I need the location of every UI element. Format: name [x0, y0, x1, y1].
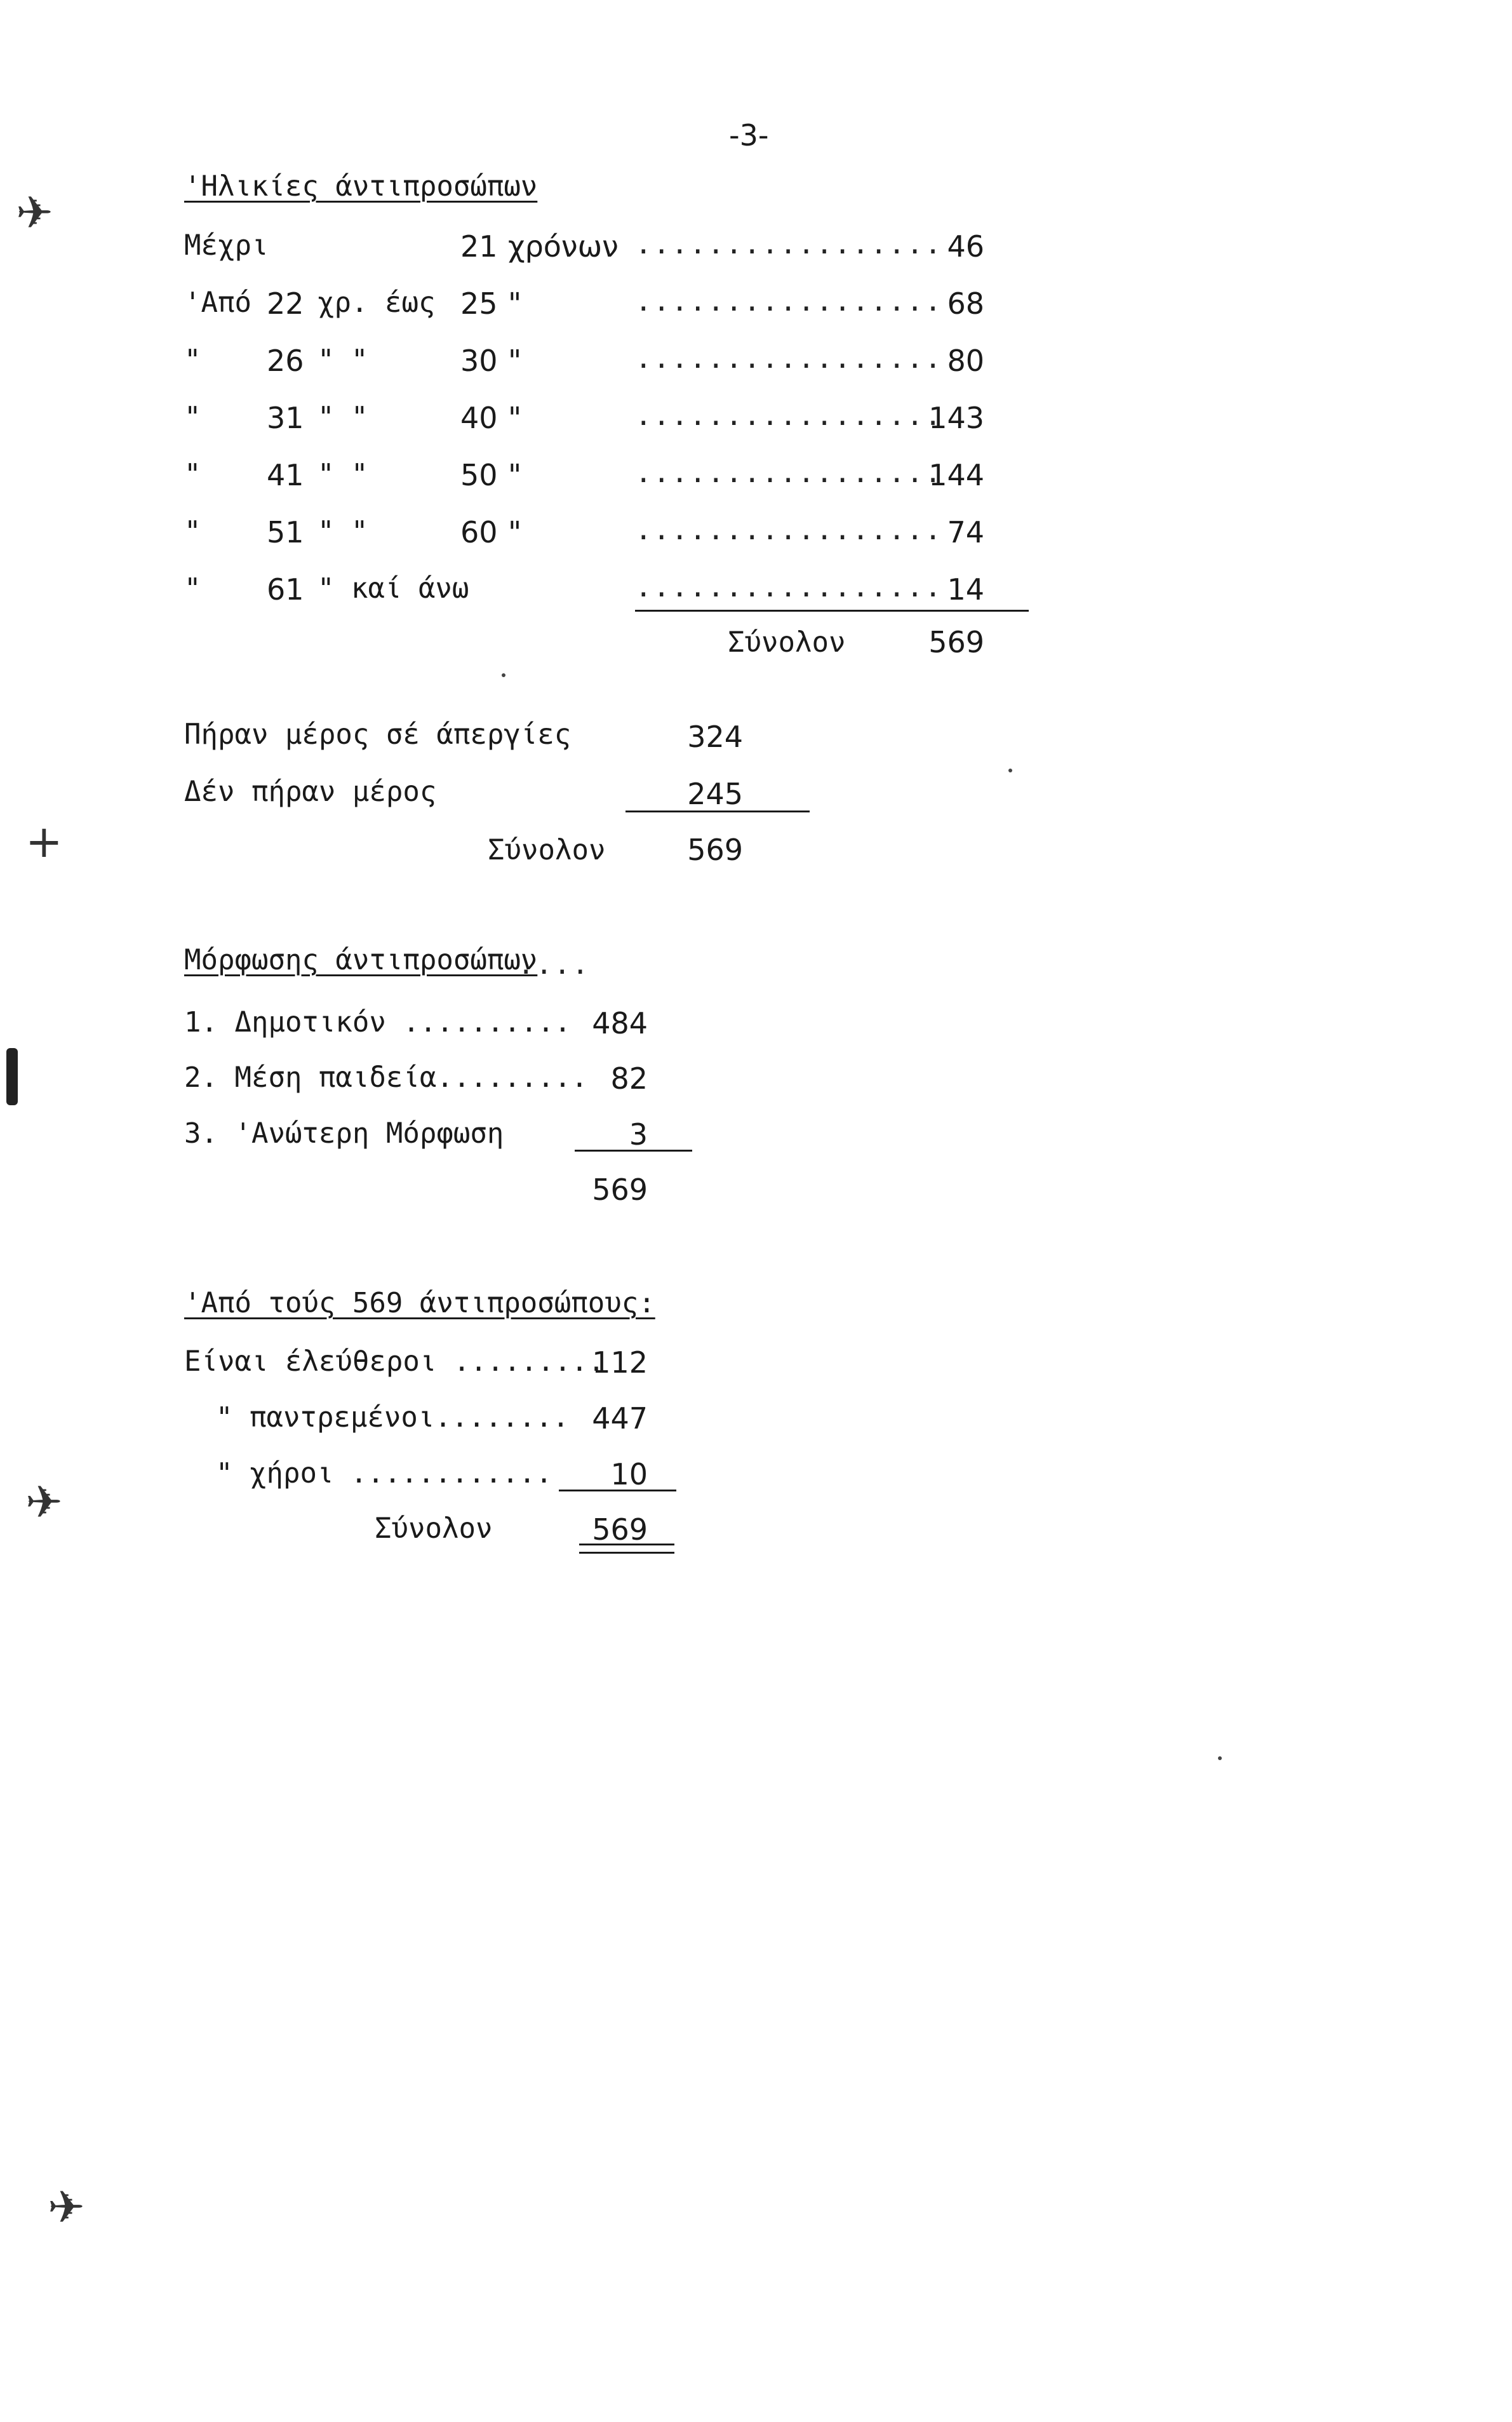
age-row-word: " " [318, 515, 368, 548]
marital-total-rule [559, 1490, 676, 1491]
age-row-from: 51 [267, 515, 304, 549]
marital-row-3-label: " χήροι ............ [216, 1457, 552, 1490]
marital-row-3-value: 10 [610, 1457, 648, 1491]
age-row-unit: " [508, 401, 522, 435]
ages-total-label: Σύνολον [728, 626, 846, 659]
education-heading-dots: .... [518, 948, 590, 981]
punch-mark: ✈ [16, 187, 53, 239]
age-row-word: χρ. έως [318, 286, 436, 319]
age-row-prefix: " [184, 572, 201, 605]
binding-mark [6, 1048, 18, 1105]
education-row-1-value: 484 [592, 1006, 648, 1040]
marital-row-1-label: Είναι έλεύθεροι ......... [184, 1345, 605, 1378]
age-row-prefix: " [184, 401, 201, 433]
education-row-1-label: 1. Δημοτικόν .......... [184, 1006, 572, 1039]
strike-row-2-value: 245 [687, 777, 743, 811]
punch-mark: + [25, 816, 63, 868]
marital-total-value: 569 [592, 1512, 648, 1547]
age-row-value: 46 [947, 229, 984, 264]
age-row-leader-dots: ................. [635, 457, 943, 489]
education-row-3-label: 3. 'Ανώτερη Μόρφωση [184, 1117, 504, 1150]
speck [1218, 1756, 1222, 1760]
age-row-value: 68 [947, 286, 984, 321]
age-row-word: " " [318, 344, 368, 376]
education-total-value: 569 [592, 1173, 648, 1207]
age-row-leader-dots: ................. [635, 285, 943, 318]
strike-total-label: Σύνολον [488, 834, 606, 866]
education-row-3-value: 3 [629, 1117, 648, 1152]
age-row-leader-dots: ................. [635, 228, 943, 260]
speck [1008, 769, 1012, 772]
ages-heading: 'Ηλικίες άντιπροσώπων [184, 170, 538, 203]
age-row-value: 80 [947, 344, 984, 378]
ages-total-rule [635, 610, 1029, 612]
marital-row-2-label: " παντρεμένοι........ [216, 1401, 570, 1434]
marital-heading: 'Από τούς 569 άντιπροσώπους: [184, 1287, 655, 1319]
punch-mark: ✈ [25, 1476, 63, 1528]
age-row-unit: " [508, 344, 522, 378]
age-row-from: 41 [267, 458, 304, 492]
age-row-from: 31 [267, 401, 304, 435]
age-row-to: 40 [460, 401, 498, 435]
age-row-unit: " [508, 458, 522, 492]
age-row-word: " " [318, 458, 368, 490]
strike-total-rule [626, 811, 810, 812]
age-row-unit: " [508, 515, 522, 549]
age-row-value: 143 [928, 401, 984, 435]
speck [502, 673, 505, 677]
age-row-leader-dots: ................. [635, 342, 943, 375]
age-row-prefix: Μέχρι [184, 229, 269, 262]
age-row-word: " καί άνω [318, 572, 469, 605]
education-total-rule [575, 1150, 692, 1152]
age-row-value: 74 [947, 515, 984, 549]
age-row-to: 50 [460, 458, 498, 492]
age-row-value: 14 [947, 572, 984, 607]
page-number: -3- [729, 118, 769, 152]
education-heading: Μόρφωσης άντιπροσώπων [184, 944, 538, 976]
age-row-leader-dots: ................. [635, 571, 943, 603]
age-row-leader-dots: ................. [635, 514, 943, 546]
marital-row-2-value: 447 [592, 1401, 648, 1436]
age-row-from: 22 [267, 286, 304, 321]
age-row-prefix: " [184, 344, 201, 376]
punch-mark: ✈ [48, 2181, 85, 2233]
education-row-2-value: 82 [610, 1061, 648, 1096]
age-row-to: 60 [460, 515, 498, 549]
age-row-unit: χρόνων [508, 229, 619, 264]
age-row-to: 21 [460, 229, 498, 264]
marital-row-1-value: 112 [592, 1345, 648, 1380]
strike-row-1-value: 324 [687, 720, 743, 754]
age-row-word: " " [318, 401, 368, 433]
age-row-value: 144 [928, 458, 984, 492]
age-row-unit: " [508, 286, 522, 321]
marital-total-label: Σύνολον [375, 1512, 493, 1545]
age-row-leader-dots: ................. [635, 400, 943, 432]
age-row-prefix: " [184, 515, 201, 548]
ages-total-value: 569 [928, 625, 984, 659]
age-row-to: 30 [460, 344, 498, 378]
strike-total-value: 569 [687, 833, 743, 867]
age-row-to: 25 [460, 286, 498, 321]
strike-row-1-label: Πήραν μέρος σέ άπεργίες [184, 718, 572, 751]
education-row-2-label: 2. Μέση παιδεία......... [184, 1061, 588, 1094]
age-row-from: 61 [267, 572, 304, 607]
age-row-from: 26 [267, 344, 304, 378]
marital-total-double-rule [579, 1544, 674, 1554]
strike-row-2-label: Δέν πήραν μέρος [184, 776, 437, 808]
age-row-prefix: 'Από [184, 286, 251, 319]
age-row-prefix: " [184, 458, 201, 490]
